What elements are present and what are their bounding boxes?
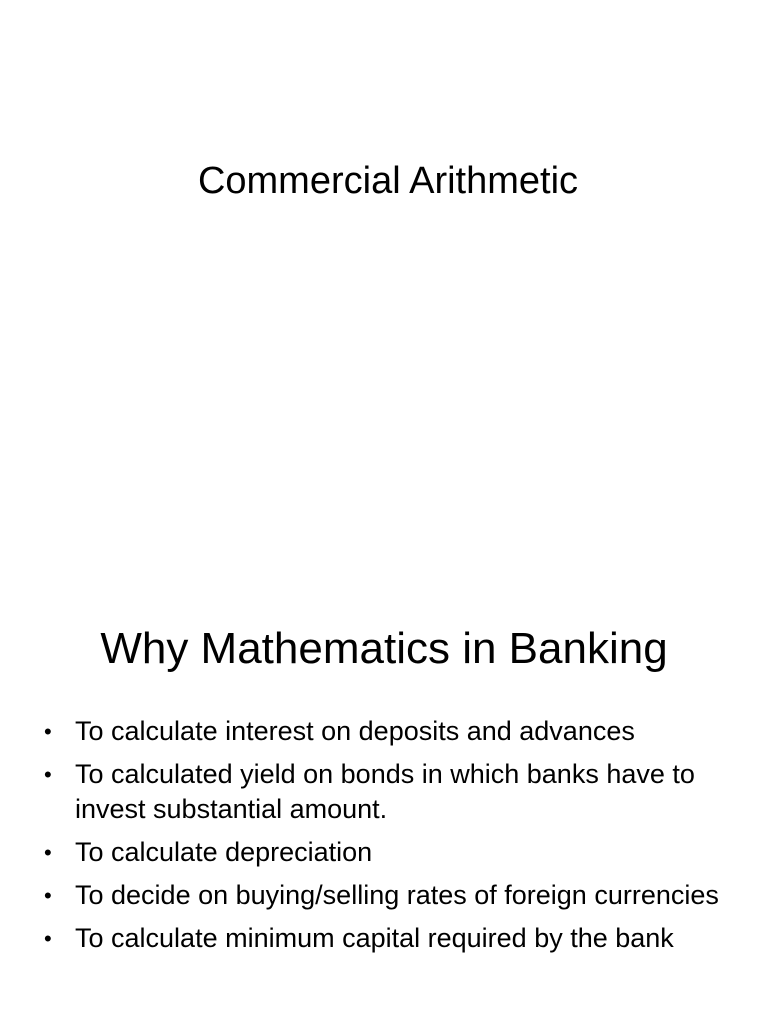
- bullet-text: To calculate interest on deposits and advances: [75, 716, 635, 746]
- bullet-item: [0, 714, 740, 749]
- bullet-item: [0, 878, 740, 913]
- bullet-icon: •: [44, 883, 52, 908]
- bullet-list: [0, 714, 740, 964]
- bullet-icon: •: [44, 719, 52, 744]
- bullet-text: To decide on buying/selling rates of foreign currencies: [75, 880, 719, 910]
- bullet-icon: •: [44, 762, 52, 787]
- bullet-icon: •: [44, 840, 52, 865]
- bullet-item: [0, 757, 740, 827]
- slide-1-title: Commercial Arithmetic: [197, 160, 579, 202]
- bullet-item: [0, 921, 740, 956]
- bullet-item: [0, 835, 740, 870]
- bullet-text: To calculated yield on bonds in which banks have to invest substantial amount.: [75, 759, 695, 824]
- slide-2-title: Why Mathematics in Banking: [100, 624, 668, 673]
- bullet-text: To calculate depreciation: [75, 837, 373, 867]
- bullet-text: To calculate minimum capital required by the bank: [75, 923, 674, 953]
- bullet-icon: •: [44, 926, 52, 951]
